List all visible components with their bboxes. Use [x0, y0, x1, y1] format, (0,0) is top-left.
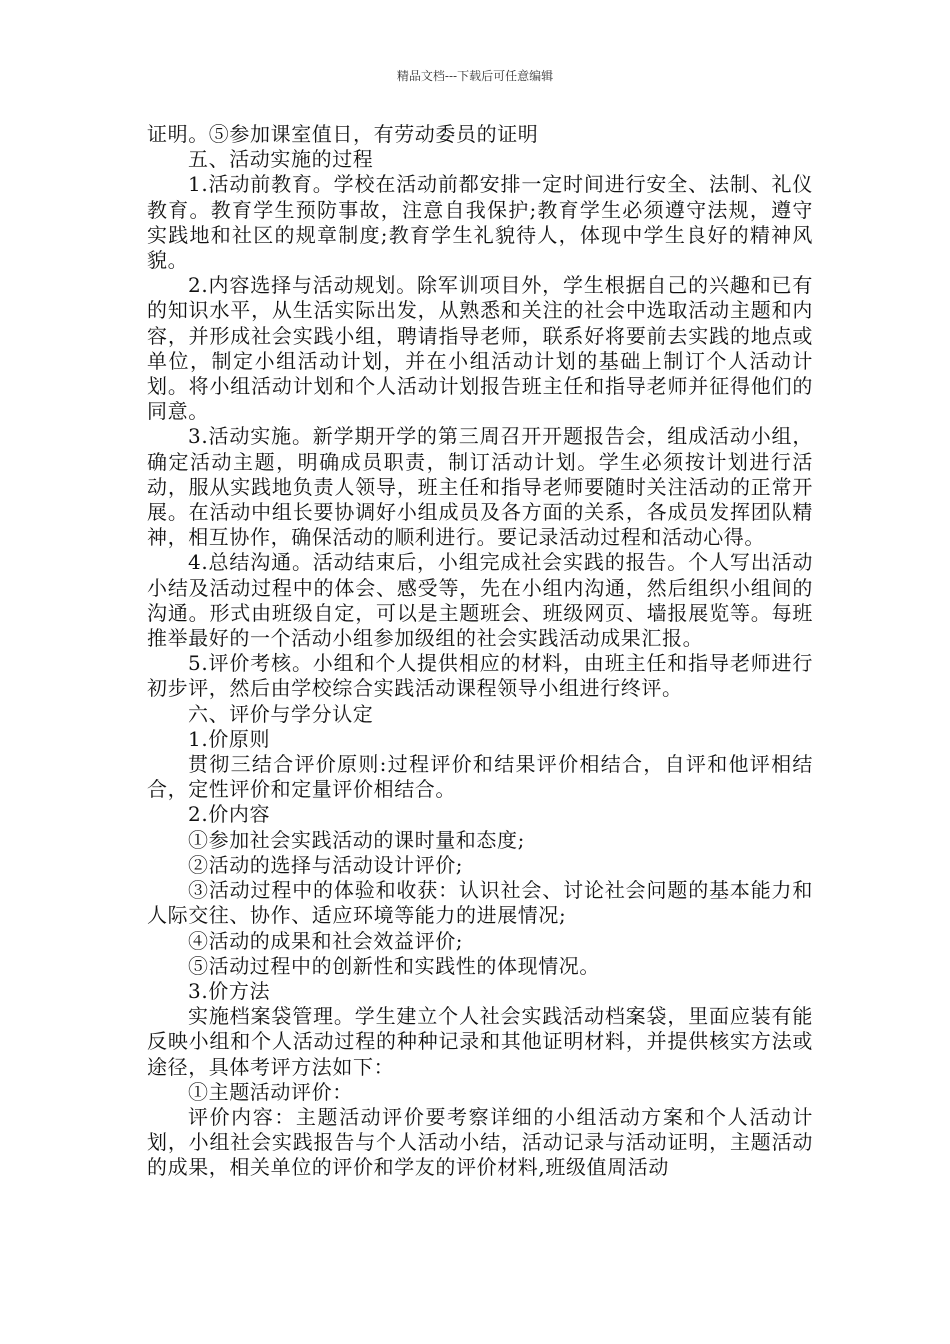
paragraph: 2.内容选择与活动规划。除军训项目外，学生根据自己的兴趣和已有的知识水平，从生活实际出发，从熟悉和关注的社会中选取活动主题和内容，并形成社会实践小组，聘请指导老师，联系好将要前去实践的地点或单位，制定小组活动计划，并在小组活动计划的基础上制订个人活动计划。将小组活动计划和个人活动计划报告班主任和指导老师并征得他们的同意。 — [147, 273, 813, 424]
subheading: 1.价原则 — [188, 726, 271, 751]
paragraph: 4.总结沟通。活动结束后，小组完成社会实践的报告。个人写出活动小结及活动过程中的体会、感受等，先在小组内沟通，然后组织小组间的沟通。形式由班级自定，可以是主题班会、班级网页、墙报展览等。每班推举最好的一个活动小组参加级组的社会实践活动成果汇报。 — [147, 550, 813, 651]
paragraph: 1.活动前教育。学校在活动前都安排一定时间进行安全、法制、礼仪教育。教育学生预防事故，注意自我保护;教育学生必须遵守法规，遵守实践地和社区的规章制度;教育学生礼貌待人，体现中学生良好的精神风貌。 — [147, 172, 813, 273]
paragraph: 实施档案袋管理。学生建立个人社会实践活动档案袋，里面应装有能反映小组和个人活动过程的种种记录和其他证明材料，并提供核实方法或途径，具体考评方法如下： — [147, 1004, 813, 1079]
document-body — [147, 122, 813, 1181]
paragraph: 评价内容：主题活动评价要考察详细的小组活动方案和个人活动计划，小组社会实践报告与个人活动小结，活动记录与活动证明，主题活动的成果，相关单位的评价和学友的评价材料,班级值周活动 — [147, 1104, 813, 1180]
list-item: ⑤活动过程中的创新性和实践性的体现情况。 — [188, 953, 600, 978]
paragraph: 5.评价考核。小组和个人提供相应的材料，由班主任和指导老师进行初步评，然后由学校综合实践活动课程领导小组进行终评。 — [147, 651, 813, 701]
section-heading: 五、活动实施的过程 — [188, 147, 374, 172]
list-item: ①参加社会实践活动的课时量和态度; — [188, 827, 525, 852]
paragraph: 证明。⑤参加课室值日，有劳动委员的证明 — [147, 122, 539, 146]
list-item: ③活动过程中的体验和收获：认识社会、讨论社会问题的基本能力和人际交往、协作、适应环境等能力的进展情况; — [147, 878, 813, 928]
list-item: ①主题活动评价： — [188, 1079, 353, 1104]
paragraph: 3.活动实施。新学期开学的第三周召开开题报告会，组成活动小组，确定活动主题，明确成员职责，制订活动计划。学生必须按计划进行活动，服从实践地负责人领导，班主任和指导老师要随时关注活动的正常开展。在活动中组长要协调好小组成员及各方面的关系，各成员发挥团队精神，相互协作，确保活动的顺利进行。要记录活动过程和活动心得。 — [147, 424, 813, 550]
paragraph: 贯彻三结合评价原则:过程评价和结果评价相结合，自评和他评相结合，定性评价和定量评价相结合。 — [147, 752, 813, 802]
section-heading: 六、评价与学分认定 — [188, 701, 374, 726]
page-header: 精品文档---下载后可任意编辑 — [396, 69, 554, 83]
list-item: ②活动的选择与活动设计评价; — [188, 852, 464, 877]
subheading: 2.价内容 — [188, 802, 271, 827]
list-item: ④活动的成果和社会效益评价; — [188, 928, 464, 953]
subheading: 3.价方法 — [188, 978, 271, 1003]
